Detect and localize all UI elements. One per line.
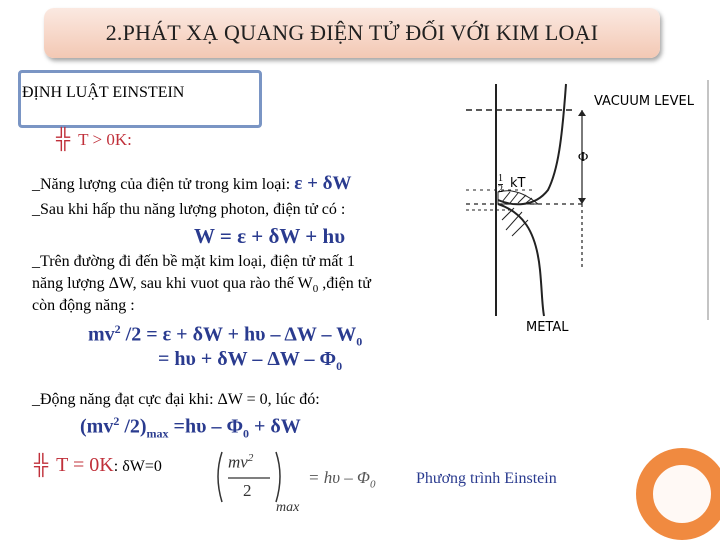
half-denominator: 2 [498,184,503,195]
eq3-a: (mv [80,415,114,438]
equation-3 [80,414,301,442]
slide-title-banner [44,8,660,58]
eq3-sup: 2 [113,414,120,428]
einstein-formula [212,446,408,520]
case-t-positive-label: T > 0K: [78,130,132,149]
energy-expr: ε + δW [294,173,352,194]
eq3-d: + δW [249,415,301,438]
law-label: ĐỊNH LUẬT EINSTEIN [22,84,185,101]
path-line-2-text: năng lượng ΔW, sau khi vuot qua rào thế W [32,275,313,292]
path-line-2-end: ,điện tử [318,275,371,292]
energy-diagram-svg [462,80,712,340]
path-line-1: _Trên đường đi đến bề mặt kim loại, điện tử mất 1 [32,253,355,270]
eq3-sub2: 0 [243,426,250,441]
half-fraction [498,174,503,195]
case-t-zero-condition: : δW=0 [113,458,162,475]
final-numer-text: mv [228,452,248,472]
einstein-caption: Phương trình Einstein [416,470,557,487]
final-denominator: 2 [243,481,252,500]
metal-label: METAL [526,320,569,335]
eq2-a: = hυ + δW – ΔW – Φ [158,348,337,370]
eq1-b: /2 = ε + δW + hυ – ΔW – W [120,323,357,346]
eq1-sub: 0 [356,334,363,349]
eq3-c: =hυ – Φ [168,415,244,438]
max-condition-line: _Động năng đạt cực đại khi: ΔW = 0, lúc đó: [32,391,320,408]
decorative-circle [636,448,720,545]
eq2-sub: 0 [336,359,343,373]
final-numerator [228,452,253,473]
deco-circle-svg [636,448,720,540]
final-max-sub: max [276,500,300,515]
equation-1 [88,322,362,350]
energy-line-text: _Năng lượng của điện tử trong kim loại: [32,176,295,193]
bullet-mark-icon: ╬ [56,128,71,150]
eq1-sup: 2 [114,322,121,336]
phi-label: Φ [578,150,589,165]
case-t-zero [34,454,162,477]
path-line-3: còn động năng : [32,297,135,314]
final-rhs-text: = hυ – Φ [308,468,370,487]
kt-label: kT [510,176,526,191]
half-numerator: 1 [498,173,503,184]
eq3-b: /2) [119,415,147,438]
vacuum-level-label: VACUUM LEVEL [594,94,694,109]
path-line-2-sub: 0 [312,283,319,296]
energy-diagram [462,80,712,345]
bullet-mark-icon: ╬ [34,454,49,476]
final-rhs [308,468,375,490]
final-numer-sup: 2 [247,452,254,464]
case-t-positive [56,128,132,151]
final-rhs-sub: 0 [369,478,376,491]
formula-w: W = ε + δW + hυ [194,224,346,248]
case-t-zero-label: T = 0K [56,454,114,476]
absorb-line: _Sau khi hấp thu năng lượng photon, điện tử có : [32,201,346,218]
eq3-sub: max [146,426,169,441]
equation-2 [158,348,342,374]
slide-title: 2.PHÁT XẠ QUANG ĐIỆN TỬ ĐỐI VỚI KIM LOẠI [105,20,599,45]
energy-line [32,174,352,195]
eq1-a: mv [88,323,115,346]
